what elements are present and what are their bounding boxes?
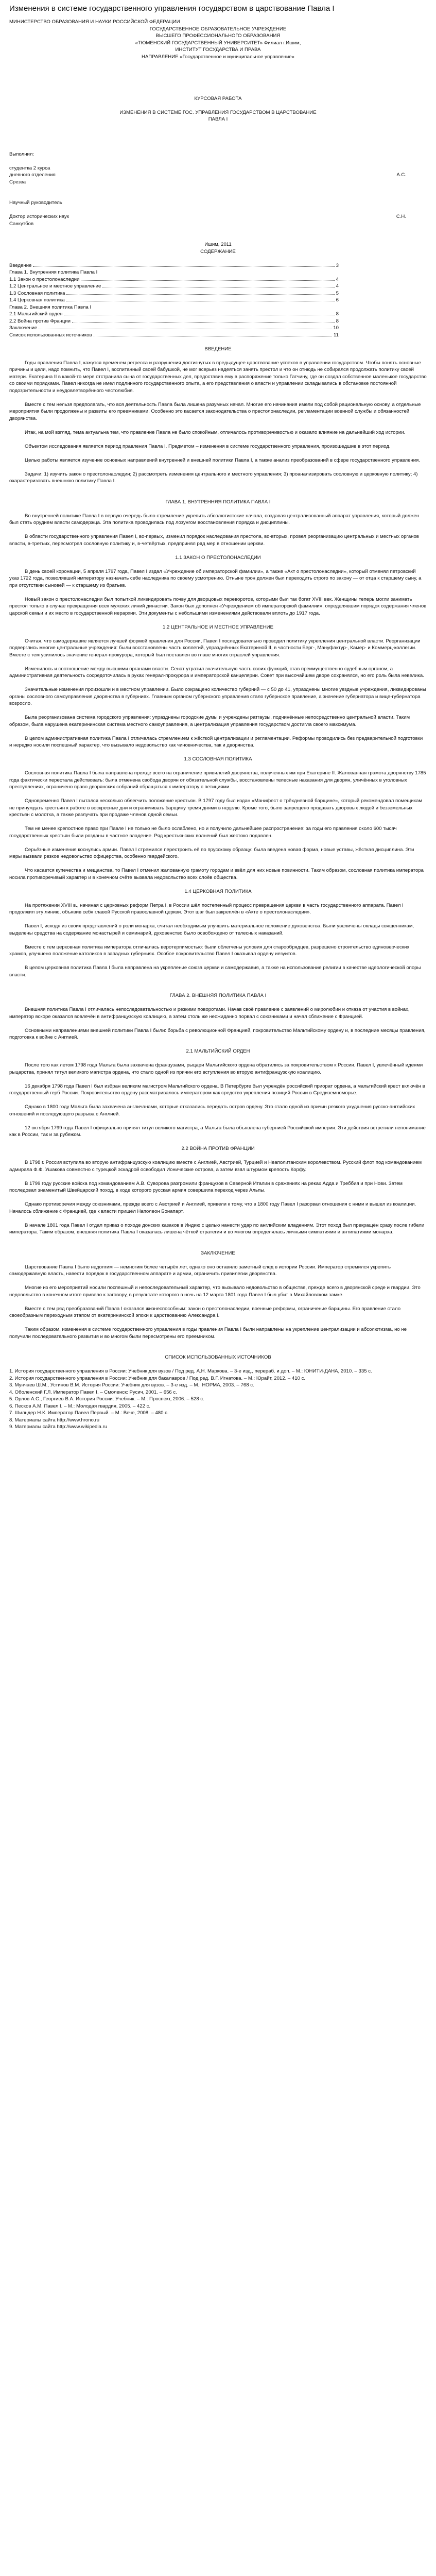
paragraph: Вместе с тем ряд преобразований Павла I оказался жизнеспособным: закон о престолонаследии, военные реформы, ограничение барщины. Его правление стало своеобразным переходным этапом от екатерининской эпохи к царствованию Александра I.	[9, 1306, 401, 1318]
ministry-line: «ТЮМЕНСКИЙ ГОСУДАРСТВЕННЫЙ УНИВЕРСИТЕТ» Филиал г.Ишим,	[135, 40, 301, 46]
paragraph: Объектом исследования является период правления Павла I. Предметом – изменения в системе государственного управления, произошедшие в этот период.	[25, 443, 391, 449]
paragraph: Основными направлениями внешней политики Павла I были: борьба с революционной Францией, покровительство Мальтийскому ордену и, в последние месяцы правления, подготовка к войне с Англией.	[9, 1027, 426, 1040]
ministry-line: НАПРАВЛЕНИЕ «Государственное и муниципальное управление»	[142, 54, 294, 60]
section-heading: СПИСОК ИСПОЛЬЗОВАННЫХ ИСТОЧНИКОВ	[165, 1354, 271, 1360]
toc-item[interactable]: Глава 2. Внешняя политика Павла I	[9, 304, 92, 310]
paragraph: Вместе с тем нельзя предполагать, что вся деятельность Павла была лишена разумных начал. Многие его начинания имели под собой рациональную основу, а отдельные мероприятия были продолжены и развиты его преемниками. Особенно это касается законодательства о престолонаследии, регламентации военной службы и обязанностей дворянства.	[9, 401, 421, 421]
toc-item[interactable]: 2.2 Война против Франции 8	[9, 318, 339, 324]
toc-title: СОДЕРЖАНИЕ	[200, 248, 236, 255]
paragraph: Внешняя политика Павла I отличалась непоследовательностью и резкими поворотами. Начав своё правление с заявлений о миролюбии и отказа от участия в войнах, император вскоре оказался вовлечён в антифранцузскую коалицию, а затем столь же неожиданно порвал с союзниками и начал сближение с Францией.	[9, 1007, 410, 1020]
section-heading: ВВЕДЕНИЕ	[204, 346, 232, 352]
toc-item[interactable]: 2.1 Мальтийский орден 8	[9, 311, 339, 317]
paragraph: Изменилось и соотношение между высшими органами власти. Сенат утратил значительную часть своих функций, став преимущественно судебным органом, а административная деятельность сосредоточилась в руках генерал-прокурора и императорской канцелярии. Совет при высочайшем дворе сохранялся, но его роль была невелика.	[9, 666, 424, 679]
toc-item[interactable]: 1.2 Центральное и местное управление 4	[9, 283, 339, 289]
reference-item: 2. История государственного управления в России: Учебник для бакалавров / Под ред. В.Г. Игнатова. – М.: Юрайт, 2012. – 410 с.	[9, 1375, 306, 1381]
paragraph: В целом административная политика Павла I отличалась стремлением к жёсткой централизации и регламентации. Реформы проводились без предварительной подготовки и нередко носили поспешный характер, что вызывало недовольство как чиновничества, так и дворянства.	[9, 735, 423, 748]
paragraph: Однако противоречия между союзниками, прежде всего с Австрией и Англией, привели к тому, что в 1800 году Павел I разорвал отношения с ними и вышел из коалиции. Началось сближение с Францией, где к власти пришёл Наполеон Бонапарт.	[9, 1201, 416, 1214]
paragraph: Однако в 1800 году Мальта была захвачена англичанами, которые отказались передать остров ордену. Это стало одной из причин резкого ухудшения русско-английских отношений и последующего разрыва с Англией.	[9, 1104, 415, 1117]
city-year: Ишим, 2011	[204, 242, 232, 247]
ministry-line: МИНИСТЕРСТВО ОБРАЗОВАНИЯ И НАУКИ РОССИЙСКОЙ ФЕДЕРАЦИИ	[9, 19, 180, 25]
reference-item: 7. Шильдер Н.К. Император Павел Первый. – М.: Вече, 2008. – 480 с.	[9, 1410, 169, 1416]
ministry-line: ИНСТИТУТ ГОСУДАРСТВА И ПРАВА	[175, 47, 261, 53]
references-list	[9, 1368, 427, 1431]
paragraph: После того как летом 1798 года Мальта была захвачена французами, рыцари Мальтийского ордена обратились за покровительством к России. Павел I, увлечённый идеями рыцарства, принял титул великого магистра ордена, что стало одной из причин его вступления во вторую антифранцузскую коалицию.	[9, 1062, 423, 1075]
paragraph: Павел I, исходя из своих представлений о роли монарха, считал необходимым улучшить материальное положение духовенства. Были увеличены оклады священникам, выделены средства на содержание монастырей и семинарий, духовенство было освобождено от телесных наказаний.	[9, 923, 414, 936]
toc-item[interactable]: Введение 3	[9, 262, 339, 268]
paragraph: В день своей коронации, 5 апреля 1797 года, Павел I издал «Учреждение об императорской фамилии», а также «Акт о престолонаследии», который отменял петровский указ 1722 года, позволявший императору назначать себе наследника по своему усмотрению. Отныне трон должен был переходить строго по закону — от отца к старшему сыну, а при отсутствии сыновей — к старшему из братьев.	[9, 568, 422, 588]
reference-item: 1. История государственного управления в России: Учебник для вузов / Под ред. А.Н. Маркова. – 3-е изд., перераб. и доп. – М.: ЮНИТИ-ДАНА, 2010. – 335 с.	[9, 1368, 372, 1374]
page-title: Изменения в системе государственного управления государством в царствование Павла I	[9, 4, 335, 13]
paragraph: Задачи: 1) изучить закон о престолонаследии; 2) рассмотреть изменения центрального и местного управления; 3) проанализировать сословную и церковную политику; 4) охарактеризовать внешнюю политику Павла I.	[9, 471, 418, 484]
supervisor-initials: С.Н.	[396, 214, 406, 219]
paragraph: Тем не менее крепостное право при Павле I не только не было ослаблено, но и получило дальнейшее распространение: за годы его правления около 600 тысяч государственных крестьян были розданы в частное владение. Ряд крестьянских волнений был жестоко подавлен.	[9, 826, 397, 839]
toc-item[interactable]: 1.1 Закон о престолонаследии 4	[9, 276, 339, 282]
toc-item[interactable]: 1.4 Церковная политика 6	[9, 297, 339, 303]
author-label: Выполнил:	[9, 151, 34, 157]
paragraph: Многие из его мероприятий носили поспешный и непоследовательный характер, что вызывало недовольство в обществе, прежде всего в дворянской среде и гвардии. Это недовольство в конечном итоге привело к заговору, в результате которого в ночь на 12 марта 1801 года Павел I был убит в Михайловском замке.	[9, 1285, 421, 1298]
toc-item[interactable]: Глава 1. Внутренняя политика Павла I	[9, 269, 98, 275]
paragraph: Вместе с тем церковная политика императора отличалась веротерпимостью: были облегчены условия для старообрядцев, разрешено строительство единоверческих храмов, улучшено положение католиков в западных губерниях. Особое покровительство Павел I оказывал ордену иезуитов.	[9, 944, 410, 957]
supervisor-surname: Санкутбов	[9, 221, 34, 227]
reference-item: 4. Оболенский Г.Л. Император Павел I. – Смоленск: Русич, 2001. – 656 с.	[9, 1389, 177, 1395]
paragraph: Таким образом, изменения в системе государственного управления в годы правления Павла I были направлены на укрепление централизации и абсолютизма, но не получили последовательного развития и во многом были пересмотрены его преемником.	[9, 1327, 407, 1340]
paragraph: В начале 1801 года Павел I отдал приказ о походе донских казаков в Индию с целью нанести удар по английским владениям. Этот поход был прекращён сразу после гибели императора. Таким образом, внешняя политика Павла I оказалась лишена чёткой стратегии и во многом определялась личными симпатиями и антипатиями монарха.	[9, 1222, 425, 1235]
reference-item[interactable]: 9. Материалы сайта http://www.wikipedia.ru	[9, 1424, 108, 1430]
author-surname: Срезва	[9, 179, 26, 185]
paragraph: В 1799 году русские войска под командованием А.В. Суворова разгромили французов в Северной Италии в сражениях на реках Адда и Треббия и при Нови. Затем последовал знаменитый Швейцарский поход, в ходе которого русская армия совершила переход через Альпы.	[9, 1180, 403, 1193]
paragraph: Значительные изменения произошли и в местном управлении. Было сокращено количество губерний — с 50 до 41, упразднены многие уездные учреждения, ликвидированы органы сословного самоуправления дворянства в губерниях. Главным органом губернского управления стало губернское правление, а значение губернатора и вице-губернатора возросло.	[9, 687, 426, 706]
supervisor-label: Научный руководитель	[9, 200, 62, 206]
paragraph: Царствование Павла I было недолгим — немногим более четырёх лет, однако оно оставило заметный след в истории России. Император стремился укрепить самодержавную власть, навести порядок в государственном аппарате и армии, ограничить привилегии дворянства.	[9, 1264, 391, 1277]
author-line: дневного отделения	[9, 172, 56, 178]
work-type: КУРСОВАЯ РАБОТА	[194, 95, 242, 101]
paragraph: Серьёзные изменения коснулись армии. Павел I стремился перестроить её по прусскому образцу: была введена новая форма, новые уставы, жёсткая дисциплина. Эти меры вызвали резкое недовольство офицерства, особенно гвардейского.	[9, 846, 414, 859]
paragraph: Сословная политика Павла I была направлена прежде всего на ограничение привилегий дворянства, полученных им при Екатерине II. Жалованная грамота дворянству 1785 года фактически перестала действовать: была отменена свобода дворян от обязательной службы, восстановлены телесные наказания для дворян, уличённых в уголовных преступлениях, ограничено право дворянских собраний обращаться к императору с петициями.	[9, 770, 426, 790]
paragraph: Одновременно Павел I пытался несколько облегчить положение крестьян. В 1797 году был издан «Манифест о трёхдневной барщине», который рекомендовал помещикам не принуждать крестьян к работе в воскресные дни и ограничивать барщину тремя днями в неделю. Кроме того, было запрещено продавать дворовых людей и безземельных крестьян с молотка, а также разлучать при продаже членов одной семьи.	[9, 798, 423, 818]
supervisor-block	[9, 199, 427, 227]
paragraph: В области государственного управления Павел I, во-первых, изменил порядок наследования престола, во-вторых, провел реорганизацию центральных и местных органов власти, в-третьих, пересмотрел сословную политику и, в-четвёртых, предпринял ряд мер в отношении церкви.	[9, 534, 419, 547]
paragraph: Считая, что самодержавие является лучшей формой правления для России, Павел I последовательно проводил политику укрепления центральной власти. Реорганизации подверглись многие центральные учреждения: были восстановлены часть коллегий, упразднённых Екатериной II, в частности Берг-, Мануфактур-, Камер- и Коммерц-коллегии. Вместе с тем усилилось значение генерал-прокурора, который был поставлен во главе многих отраслей управления.	[9, 638, 421, 658]
paragraph: Новый закон о престолонаследии был попыткой ликвидировать почву для дворцовых переворотов, которыми был так богат XVIII век. Женщины теперь могли занимать престол только в случае прекращения всех мужских линий династии. Закон был дополнен «Учреждением об императорской фамилии», определявшим порядок содержания членов царской семьи и их место в государственной иерархии. Эти документы с небольшими изменениями действовали вплоть до 1917 года.	[9, 596, 427, 616]
paragraph: 12 октября 1799 года Павел I официально принял титул великого магистра, а Мальта была объявлена губернией Российской империи. Эти действия встретили непонимание как в России, так и за рубежом.	[9, 1125, 426, 1138]
author-line: студентка 2 курса	[9, 165, 50, 171]
paragraph: 16 декабря 1798 года Павел I был избран великим магистром Мальтийского ордена. В Петербурге был учреждён российский приорат ордена, а мальтийский крест включён в государственный герб России. Покровительство ордену рассматривалось императором как средство укрепления позиций России в Средиземноморье.	[9, 1083, 425, 1096]
ministry-line: ВЫСШЕГО ПРОФЕССИОНАЛЬНОГО ОБРАЗОВАНИЯ	[155, 33, 281, 39]
toc-item[interactable]: Список использованных источников 11	[9, 332, 339, 338]
toc-item[interactable]: Заключение 10	[9, 325, 339, 331]
author-block	[9, 151, 427, 186]
author-initials: А.С.	[396, 172, 406, 178]
ministry-line: ГОСУДАРСТВЕННОЕ ОБРАЗОВАТЕЛЬНОЕ УЧРЕЖДЕНИЕ	[149, 26, 287, 32]
reference-item: 5. Орлов А.С., Георгиев В.А. История России: Учебник. – М.: Проспект, 2006. – 528 с.	[9, 1396, 204, 1402]
paragraph: Годы правления Павла I, кажутся временем регресса и разрушения достигнутых в предыдущее царствование успехов в управлении государством. Чтобы понять основные причины и цели, надо помнить, что Павел I, воспитанный своей бабушкой, не мог всерьез надеяться занять престол и что он отнюдь не собирался продолжать политику своей матери. Екатерина II в какой-то мере отстранила сына от государственных дел, предоставив ему в распоряжение только Гатчину, где он создал собственное маленькое государство со своими порядками. Павел никогда не имел подлинного государственного опыта, а его представления о власти и управлении складывались в обстановке постоянной подозрительности и неудовлетворённого честолюбия.	[9, 360, 427, 394]
paragraph: Во внутренней политике Павла I в первую очередь было стремление укрепить абсолютистские начала, создавая централизованный аппарат управления, который должен был стать орудием власти самодержца. Эта политика проводилась под лозунгом восстановления порядка и дисциплины.	[9, 513, 420, 526]
section-heading: 1.4 ЦЕРКОВНАЯ ПОЛИТИКА	[184, 888, 252, 894]
supervisor-line: Доктор исторических наук	[9, 214, 69, 219]
paragraph: Итак, на мой взгляд, тема актуальна тем, что правление Павла не было спокойным, отличалось противоречивостью и оказало влияние на дальнейший ход истории.	[25, 429, 406, 435]
paragraph: Целью работы является изучение основных направлений внутренней и внешней политики Павла I, а также анализ преобразований в сфере государственного управления.	[25, 457, 421, 463]
paragraph: В 1798 г. Россия вступила во вторую антифранцузскую коалицию вместе с Англией, Австрией, Турцией и Неаполитанским королевством. Русский флот под командованием адмирала Ф.Ф. Ушакова совместно с турецкой эскадрой освободил Ионические острова, а затем взял штурмом крепость Корфу.	[9, 1160, 422, 1173]
section-heading: 2.2 ВОЙНА ПРОТИВ ФРАНЦИИ	[181, 1146, 255, 1151]
reference-item[interactable]: 8. Материалы сайта http://www.hrono.ru	[9, 1417, 100, 1423]
paragraph: Что касается купечества и мещанства, то Павел I отменил жалованную грамоту городам и ввёл для них новые повинности. Таким образом, сословная политика императора носила противоречивый характер и в конечном счёте вызвала недовольство всех слоёв общества.	[9, 868, 424, 880]
chapter-heading: ГЛАВА 2. ВНЕШНЯЯ ПОЛИТИКА ПАВЛА I	[169, 993, 267, 998]
section-heading: 1.2 ЦЕНТРАЛЬНОЕ И МЕСТНОЕ УПРАВЛЕНИЕ	[163, 624, 273, 630]
table-of-contents	[9, 262, 339, 339]
section-heading: 2.1 МАЛЬТИЙСКИЙ ОРДЕН	[186, 1048, 250, 1054]
chapter-heading: ГЛАВА 1. ВНУТРЕННЯЯ ПОЛИТИКА ПАВЛА I	[165, 499, 271, 505]
paragraph: На протяжении XVIII в., начиная с церковных реформ Петра I, в России шёл постепенный процесс превращения церкви в часть государственного аппарата. Павел I продолжил эту линию, объявив себя главой Русской православной церкви. Этот шаг был закреплён в «Акте о престолонаследии».	[9, 902, 404, 915]
work-topic-line: ПАВЛА I	[208, 116, 228, 122]
toc-item[interactable]: 1.3 Сословная политика 5	[9, 290, 339, 296]
section-heading: 1.3 СОСЛОВНАЯ ПОЛИТИКА	[184, 756, 252, 762]
work-topic-line: ИЗМЕНЕНИЯ В СИСТЕМЕ ГОС. УПРАВЛЕНИЯ ГОСУДАРСТВОМ В ЦАРСТВОВАНИЕ	[119, 109, 317, 115]
reference-item: 3. Мунчаев Ш.М., Устинов В.М. История России: Учебник для вузов. – 3-е изд. – М.: НОРМА, 2003. – 768 с.	[9, 1382, 254, 1388]
reference-item: 6. Песков А.М. Павел I. – М.: Молодая гвардия, 2005. – 422 с.	[9, 1403, 151, 1409]
title-page-header	[9, 19, 427, 60]
paragraph: Была реорганизована система городского управления: упразднены городские думы и учреждены ратгаузы, подчинённые непосредственно центральной власти. Таким образом, была нарушена екатерининская система местного самоуправления, а централизация управления государством достигла своего максимума.	[9, 715, 410, 727]
section-heading: ЗАКЛЮЧЕНИЕ	[201, 1250, 235, 1256]
section-heading: 1.1 ЗАКОН О ПРЕСТОЛОНАСЛЕДИИ	[175, 554, 261, 561]
paragraph: В целом церковная политика Павла I была направлена на укрепление союза церкви и самодержавия, а также на использование религии в качестве идеологической опоры власти.	[9, 965, 421, 978]
